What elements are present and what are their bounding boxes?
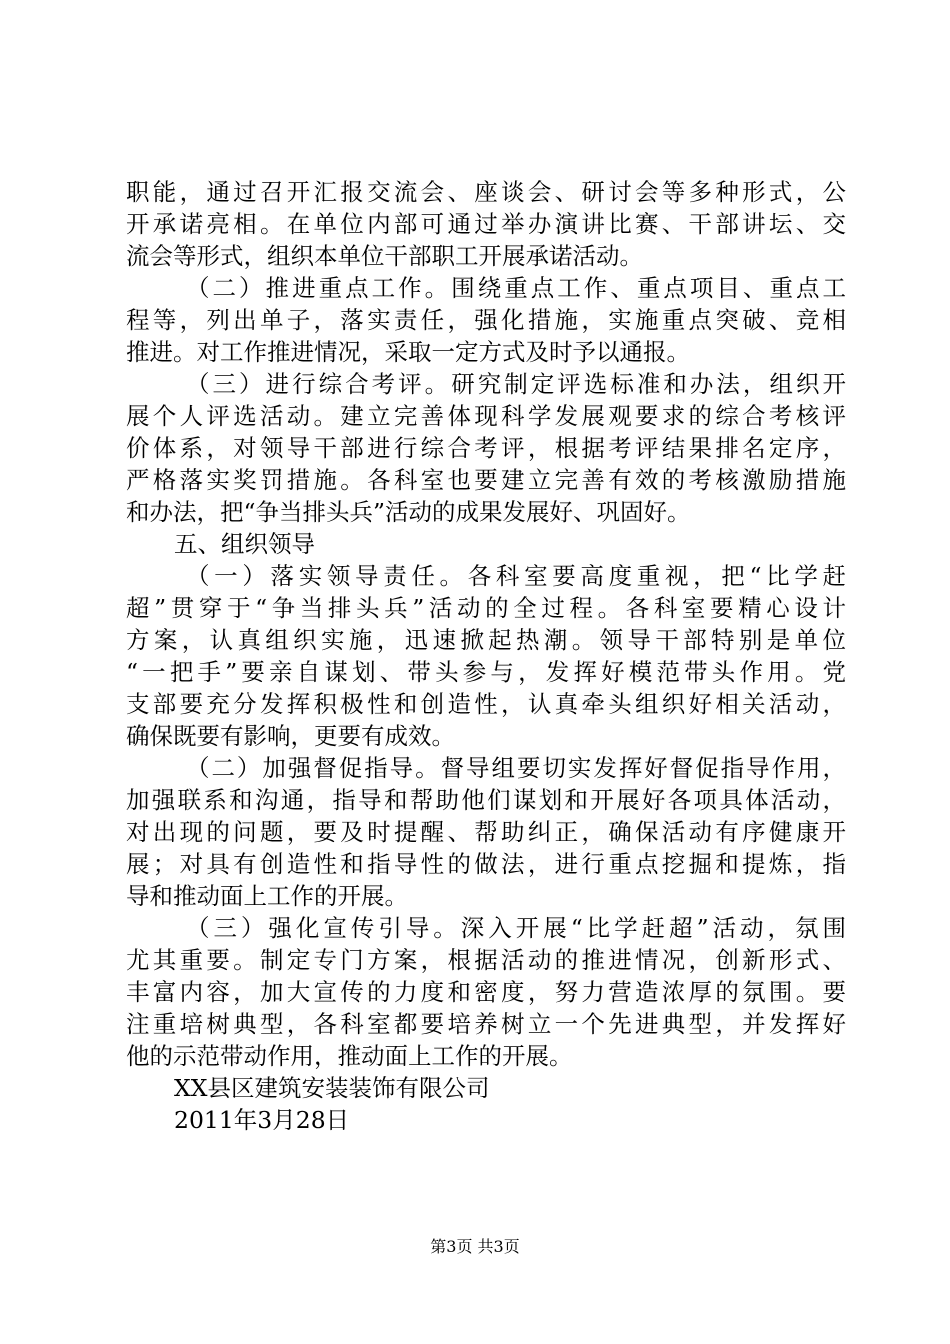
paragraph-line: 尤其重要。制定专门方案，根据活动的推进情况，创新形式、 (126, 946, 846, 974)
paragraph-line: 推进。对工作推进情况，采取一定方式及时予以通报。 (126, 338, 690, 366)
paragraph-line: 展；对具有创造性和指导性的做法，进行重点挖掘和提炼，指 (126, 850, 846, 878)
section-heading: 五、组织领导 (174, 530, 315, 558)
paragraph-line: “一把手”要亲自谋划、带头参与，发挥好模范带头作用。党 (126, 658, 846, 686)
paragraph-line: 职能，通过召开汇报交流会、座谈会、研讨会等多种形式，公 (126, 178, 846, 206)
paragraph-line: 方案，认真组织实施，迅速掀起热潮。领导干部特别是单位 (126, 626, 846, 654)
paragraph-line: 支部要充分发挥积极性和创造性，认真牵头组织好相关活动， (126, 690, 846, 718)
paragraph-line: （一）落实领导责任。各科室要高度重视，把“比学赶 (186, 562, 846, 590)
paragraph-line: 丰富内容，加大宣传的力度和密度，努力营造浓厚的氛围。要 (126, 978, 846, 1006)
paragraph-line: （二）推进重点工作。围绕重点工作、重点项目、重点工 (186, 274, 846, 302)
page-number: 第3页 共3页 (430, 1237, 520, 1256)
paragraph-line: 对出现的问题，要及时提醒、帮助纠正，确保活动有序健康开 (126, 818, 846, 846)
paragraph-line: 他的示范带动作用，推动面上工作的开展。 (126, 1042, 573, 1070)
document-date: 2011年3月28日 (174, 1106, 350, 1134)
company-signature: XX县区建筑安装装饰有限公司 (174, 1074, 490, 1102)
paragraph-line: （三）强化宣传引导。深入开展“比学赶超”活动，氛围 (186, 914, 846, 942)
paragraph-line: 确保既要有影响，更要有成效。 (126, 722, 455, 750)
paragraph-line: （二）加强督促指导。督导组要切实发挥好督促指导作用， (186, 754, 846, 782)
paragraph-line: 注重培树典型，各科室都要培养树立一个先进典型，并发挥好 (126, 1010, 846, 1038)
paragraph-line: 程等，列出单子，落实责任，强化措施，实施重点突破、竞相 (126, 306, 846, 334)
paragraph-line: 流会等形式，组织本单位干部职工开展承诺活动。 (126, 242, 643, 270)
paragraph-line: （三）进行综合考评。研究制定评选标准和办法，组织开 (186, 370, 846, 398)
paragraph-line: 开承诺亮相。在单位内部可通过举办演讲比赛、干部讲坛、交 (126, 210, 846, 238)
paragraph-line: 超”贯穿于“争当排头兵”活动的全过程。各科室要精心设计 (126, 594, 846, 622)
paragraph-line: 加强联系和沟通，指导和帮助他们谋划和开展好各项具体活动， (126, 786, 846, 814)
paragraph-line: 和办法，把“争当排头兵”活动的成果发展好、巩固好。 (126, 498, 691, 526)
paragraph-line: 价体系，对领导干部进行综合考评，根据考评结果排名定序， (126, 434, 846, 462)
paragraph-line: 导和推动面上工作的开展。 (126, 882, 408, 910)
paragraph-line: 展个人评选活动。建立完善体现科学发展观要求的综合考核评 (126, 402, 846, 430)
paragraph-line: 严格落实奖罚措施。各科室也要建立完善有效的考核激励措施 (126, 466, 846, 494)
